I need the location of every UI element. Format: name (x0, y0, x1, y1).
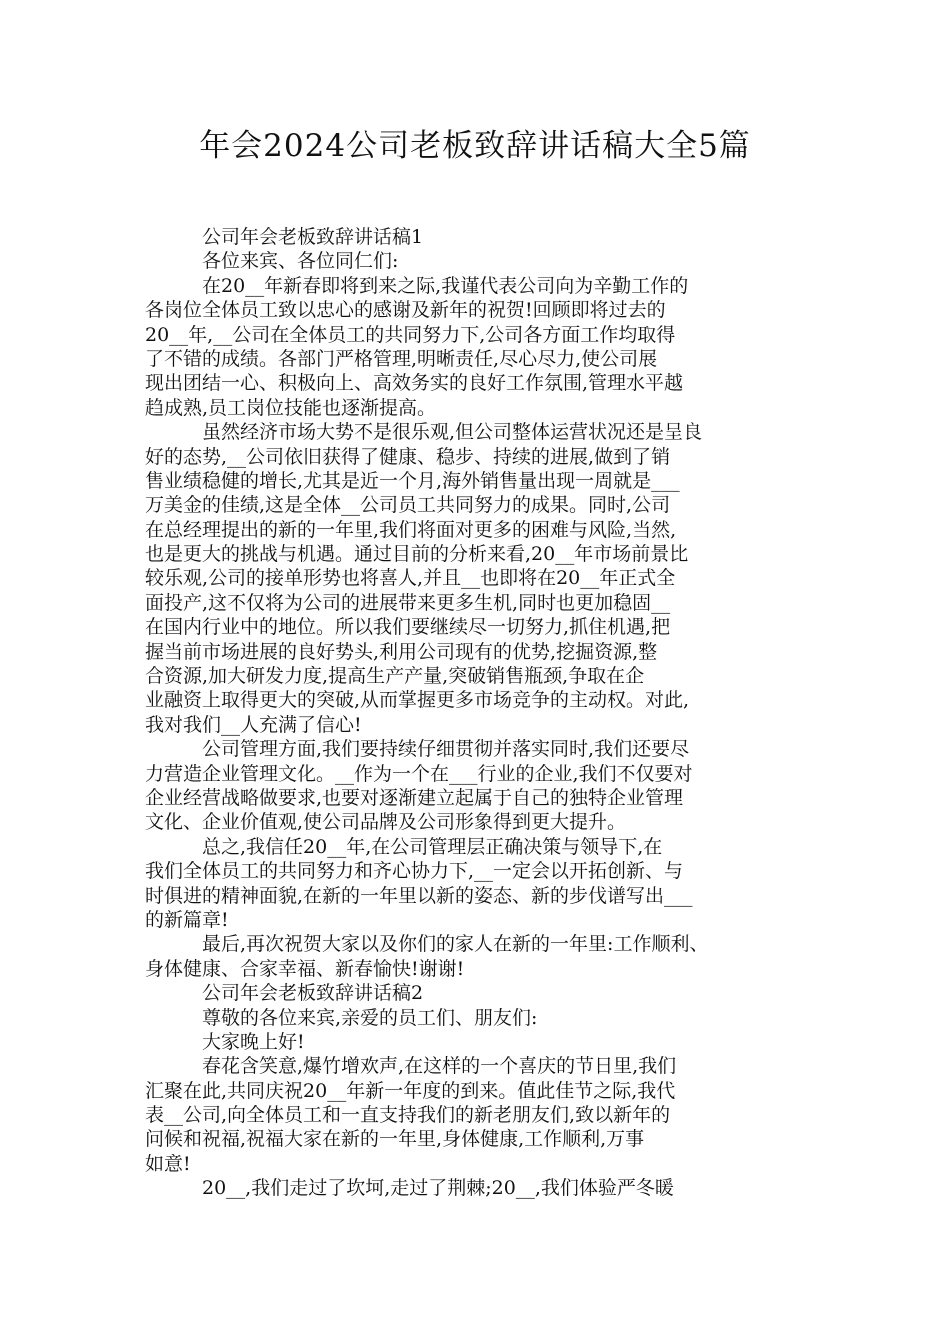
paragraph-line: 趋成熟,员工岗位技能也逐渐提高。 (145, 396, 437, 419)
paragraph-line: 万美金的佳绩,这是全体__公司员工共同努力的成果。同时,公司 (145, 494, 671, 517)
paragraph-line: 20__年,__公司在全体员工的共同努力下,公司各方面工作均取得 (145, 323, 676, 346)
paragraph-line: 了不错的成绩。各部门严格管理,明晰责任,尽心尽力,使公司展 (145, 347, 658, 370)
paragraph-line: 各岗位全体员工致以忠心的感谢及新年的祝贺!回顾即将过去的 (145, 299, 666, 322)
paragraph-line: 企业经营战略做要求,也要对逐渐建立起属于自己的独特企业管理 (145, 786, 684, 809)
paragraph-line: 也是更大的挑战与机遇。通过目前的分析来看,20__年市场前景比 (145, 543, 689, 566)
paragraph-line: 我们全体员工的共同努力和齐心协力下,__一定会以开拓创新、与 (145, 860, 684, 883)
paragraph-line: 的新篇章! (145, 908, 229, 931)
paragraph-line: 较乐观,公司的接单形势也将喜人,并且__也即将在20__年正式全 (145, 567, 676, 590)
paragraph-line-indented: 总之,我信任20__年,在公司管理层正确决策与领导下,在 (202, 835, 663, 858)
paragraph-line-indented: 在20__年新春即将到来之际,我谨代表公司向为辛勤工作的 (202, 274, 689, 297)
document-title: 年会2024公司老板致辞讲话稿大全5篇 (199, 128, 751, 164)
paragraph-line: 业融资上取得更大的突破,从而掌握更多市场竞争的主动权。对此, (145, 689, 690, 712)
paragraph-line-indented: 公司年会老板致辞讲话稿1 (202, 226, 424, 248)
paragraph-line-indented: 公司管理方面,我们要持续仔细贯彻并落实同时,我们还要尽 (202, 738, 690, 761)
paragraph-line-indented: 大家晚上好! (202, 1030, 305, 1053)
paragraph-line: 合资源,加大研发力度,提高生产产量,突破销售瓶颈,争取在企 (145, 665, 645, 688)
paragraph-line: 汇聚在此,共同庆祝20__年新一年度的到来。值此佳节之际,我代 (145, 1079, 676, 1102)
paragraph-line: 握当前市场进展的良好势头,利用公司现有的优势,挖掘资源,整 (145, 640, 658, 663)
paragraph-line-indented: 虽然经济市场大势不是很乐观,但公司整体运营状况还是呈良 (202, 421, 703, 444)
document-body (145, 225, 825, 1201)
paragraph-line: 我对我们__人充满了信心! (145, 713, 362, 736)
paragraph-line: 在国内行业中的地位。所以我们要继续尽一切努力,抓住机遇,把 (145, 616, 671, 639)
paragraph-line-indented: 春花含笑意,爆竹增欢声,在这样的一个喜庆的节日里,我们 (202, 1055, 677, 1078)
paragraph-line: 如意! (145, 1152, 191, 1175)
paragraph-line: 问候和祝福,祝福大家在新的一年里,身体健康,工作顺利,万事 (145, 1128, 645, 1151)
paragraph-line: 面投产,这不仅将为公司的进展带来更多生机,同时也更加稳固__ (145, 591, 671, 614)
paragraph-line-indented: 最后,再次祝贺大家以及你们的家人在新的一年里:工作顺利、 (202, 933, 709, 956)
paragraph-line: 力营造企业管理文化。__作为一个在___行业的企业,我们不仅要对 (145, 762, 693, 785)
paragraph-line: 现出团结一心、积极向上、高效务实的良好工作氛围,管理水平越 (145, 372, 684, 395)
paragraph-line: 时俱进的精神面貌,在新的一年里以新的姿态、新的步伐谱写出___ (145, 884, 693, 907)
paragraph-line: 表__公司,向全体员工和一直支持我们的新老朋友们,致以新年的 (145, 1104, 671, 1127)
paragraph-line: 文化、企业价值观,使公司品牌及公司形象得到更大提升。 (145, 811, 627, 834)
paragraph-line: 身体健康、合家幸福、新春愉快!谢谢! (145, 957, 465, 980)
paragraph-line: 好的态势,__公司依旧获得了健康、稳步、持续的进展,做到了销 (145, 445, 671, 468)
paragraph-line-indented: 各位来宾、各位同仁们: (202, 250, 399, 273)
paragraph-line-indented: 尊敬的各位来宾,亲爱的员工们、朋友们: (202, 1006, 538, 1029)
paragraph-line: 在总经理提出的新的一年里,我们将面对更多的困难与风险,当然, (145, 518, 677, 541)
paragraph-line-indented: 公司年会老板致辞讲话稿2 (202, 982, 424, 1005)
paragraph-line: 售业绩稳健的增长,尤其是近一个月,海外销售量出现一周就是___ (145, 469, 680, 492)
paragraph-line-indented: 20__,我们走过了坎坷,走过了荆棘;20__,我们体验严冬暖 (202, 1177, 674, 1200)
